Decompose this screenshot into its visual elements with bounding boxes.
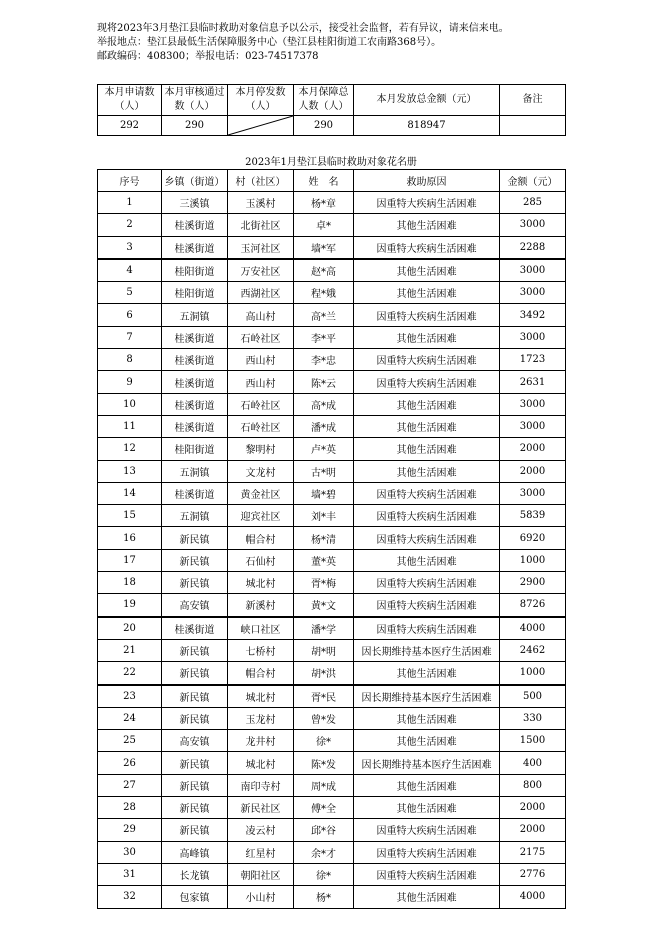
cell-reason: 因重特大疾病生活困难 — [354, 505, 500, 527]
cell-index: 14 — [98, 482, 162, 504]
cell-village: 西湖社区 — [228, 282, 294, 304]
cell-amount: 2631 — [500, 371, 566, 393]
cell-amount: 2000 — [500, 438, 566, 460]
table-row — [98, 393, 566, 415]
cell-village: 迎宾社区 — [228, 505, 294, 527]
cell-name: 李*忠 — [294, 349, 354, 371]
cell-amount: 1000 — [500, 549, 566, 571]
header-name: 姓 名 — [294, 170, 354, 192]
cell-name: 邱*谷 — [294, 819, 354, 841]
summary-header-remarks: 备注 — [500, 85, 566, 116]
cell-amount: 2000 — [500, 797, 566, 819]
table-row — [98, 549, 566, 571]
cell-reason: 其他生活困难 — [354, 886, 500, 908]
table-row — [98, 730, 566, 752]
cell-town: 新民镇 — [162, 572, 228, 594]
table-row — [98, 259, 566, 282]
table-row — [98, 505, 566, 527]
cell-name: 李*平 — [294, 326, 354, 348]
table-row — [98, 594, 566, 617]
cell-town: 新民镇 — [162, 549, 228, 571]
cell-reason: 其他生活困难 — [354, 662, 500, 685]
cell-town: 桂阳街道 — [162, 438, 228, 460]
table-row — [98, 415, 566, 437]
cell-name: 卢*英 — [294, 438, 354, 460]
cell-village: 龙井村 — [228, 730, 294, 752]
cell-name: 余*才 — [294, 841, 354, 863]
cell-amount: 3000 — [500, 415, 566, 437]
cell-name: 杨*章 — [294, 192, 354, 214]
cell-reason: 因重特大疾病生活困难 — [354, 192, 500, 214]
cell-reason: 因重特大疾病生活困难 — [354, 572, 500, 594]
cell-amount: 3000 — [500, 393, 566, 415]
summary-header-stopped: 本月停发数（人） — [228, 85, 294, 116]
cell-name: 杨* — [294, 886, 354, 908]
cell-index: 20 — [98, 617, 162, 640]
summary-header-applications: 本月申请数（人） — [98, 85, 162, 116]
cell-name: 董*英 — [294, 549, 354, 571]
cell-town: 桂溪街道 — [162, 236, 228, 259]
cell-village: 新溪村 — [228, 594, 294, 617]
cell-reason: 因重特大疾病生活困难 — [354, 527, 500, 549]
cell-reason: 其他生活困难 — [354, 797, 500, 819]
cell-reason: 其他生活困难 — [354, 460, 500, 482]
table-row — [98, 371, 566, 393]
cell-name: 胥*民 — [294, 685, 354, 708]
cell-village: 峡口社区 — [228, 617, 294, 640]
cell-amount: 6920 — [500, 527, 566, 549]
cell-reason: 因长期维持基本医疗生活困难 — [354, 639, 500, 661]
cell-name: 卓* — [294, 214, 354, 236]
cell-village: 石岭社区 — [228, 393, 294, 415]
cell-town: 桂阳街道 — [162, 282, 228, 304]
cell-town: 新民镇 — [162, 752, 228, 774]
cell-index: 1 — [98, 192, 162, 214]
table-row — [98, 886, 566, 908]
header-amount: 金额（元） — [500, 170, 566, 192]
cell-amount: 2000 — [500, 460, 566, 482]
cell-amount: 1500 — [500, 730, 566, 752]
cell-reason: 因重特大疾病生活困难 — [354, 349, 500, 371]
summary-remarks — [500, 116, 566, 136]
cell-name: 程*娥 — [294, 282, 354, 304]
cell-village: 帽合村 — [228, 662, 294, 685]
notice-text — [97, 22, 637, 64]
cell-name: 刘*丰 — [294, 505, 354, 527]
cell-reason: 因重特大疾病生活困难 — [354, 863, 500, 885]
summary-stopped-empty — [228, 116, 294, 136]
cell-index: 15 — [98, 505, 162, 527]
cell-amount: 400 — [500, 752, 566, 774]
notice-line-3: 邮政编码：408300；举报电话：023-74517378 — [97, 51, 319, 62]
cell-reason: 其他生活困难 — [354, 214, 500, 236]
cell-town: 新民镇 — [162, 527, 228, 549]
table-row — [98, 326, 566, 348]
cell-town: 高峰镇 — [162, 841, 228, 863]
table-row — [98, 214, 566, 236]
cell-index: 18 — [98, 572, 162, 594]
summary-header-row — [98, 85, 566, 116]
cell-village: 石岭社区 — [228, 415, 294, 437]
table-row — [98, 349, 566, 371]
cell-amount: 2462 — [500, 639, 566, 661]
cell-reason: 因重特大疾病生活困难 — [354, 594, 500, 617]
table-row — [98, 774, 566, 796]
cell-town: 三溪镇 — [162, 192, 228, 214]
cell-index: 6 — [98, 304, 162, 326]
cell-village: 凌云村 — [228, 819, 294, 841]
cell-village: 朝阳社区 — [228, 863, 294, 885]
cell-name: 傅*全 — [294, 797, 354, 819]
cell-index: 4 — [98, 259, 162, 282]
cell-reason: 因重特大疾病生活困难 — [354, 819, 500, 841]
diagonal-line — [228, 116, 293, 135]
cell-amount: 3000 — [500, 259, 566, 282]
table-row — [98, 236, 566, 259]
cell-index: 12 — [98, 438, 162, 460]
cell-village: 新民社区 — [228, 797, 294, 819]
cell-town: 桂溪街道 — [162, 326, 228, 348]
cell-village: 城北村 — [228, 752, 294, 774]
cell-name: 徐* — [294, 730, 354, 752]
cell-name: 高*成 — [294, 393, 354, 415]
cell-amount: 2776 — [500, 863, 566, 885]
header-town: 乡镇（街道） — [162, 170, 228, 192]
cell-index: 28 — [98, 797, 162, 819]
cell-town: 新民镇 — [162, 797, 228, 819]
cell-name: 墙*碧 — [294, 482, 354, 504]
cell-amount: 4000 — [500, 617, 566, 640]
cell-index: 24 — [98, 707, 162, 729]
table-row — [98, 662, 566, 685]
cell-index: 8 — [98, 349, 162, 371]
cell-amount: 4000 — [500, 886, 566, 908]
cell-village: 城北村 — [228, 572, 294, 594]
table-row — [98, 438, 566, 460]
summary-applications: 292 — [98, 116, 162, 136]
cell-name: 周*成 — [294, 774, 354, 796]
cell-village: 黄金社区 — [228, 482, 294, 504]
cell-town: 桂溪街道 — [162, 393, 228, 415]
cell-town: 桂溪街道 — [162, 415, 228, 437]
cell-name: 潘*学 — [294, 617, 354, 640]
table-row — [98, 685, 566, 708]
table-row — [98, 192, 566, 214]
table-row — [98, 617, 566, 640]
table-row — [98, 482, 566, 504]
summary-total-amount: 818947 — [354, 116, 500, 136]
cell-amount: 1000 — [500, 662, 566, 685]
cell-amount: 1723 — [500, 349, 566, 371]
summary-value-row — [98, 116, 566, 136]
cell-reason: 其他生活困难 — [354, 549, 500, 571]
cell-village: 石岭社区 — [228, 326, 294, 348]
cell-index: 31 — [98, 863, 162, 885]
cell-amount: 3000 — [500, 282, 566, 304]
cell-reason: 其他生活困难 — [354, 730, 500, 752]
cell-village: 西山村 — [228, 371, 294, 393]
notice-line-2: 举报地点：垫江县最低生活保障服务中心（垫江县桂阳街道工农南路368号）。 — [97, 37, 442, 48]
cell-index: 29 — [98, 819, 162, 841]
cell-name: 陈*云 — [294, 371, 354, 393]
cell-index: 21 — [98, 639, 162, 661]
table-row — [98, 639, 566, 661]
cell-name: 黄*文 — [294, 594, 354, 617]
table-row — [98, 752, 566, 774]
cell-village: 帽合村 — [228, 527, 294, 549]
cell-village: 玉河社区 — [228, 236, 294, 259]
cell-town: 五洞镇 — [162, 460, 228, 482]
summary-table — [97, 84, 566, 136]
cell-amount: 2900 — [500, 572, 566, 594]
cell-village: 南印寺村 — [228, 774, 294, 796]
cell-amount: 800 — [500, 774, 566, 796]
cell-reason: 其他生活困难 — [354, 259, 500, 282]
cell-name: 赵*高 — [294, 259, 354, 282]
cell-reason: 因长期维持基本医疗生活困难 — [354, 752, 500, 774]
table-row — [98, 282, 566, 304]
cell-name: 高*兰 — [294, 304, 354, 326]
cell-index: 27 — [98, 774, 162, 796]
cell-town: 桂溪街道 — [162, 214, 228, 236]
table-row — [98, 460, 566, 482]
table-row — [98, 863, 566, 885]
cell-town: 五洞镇 — [162, 304, 228, 326]
cell-reason: 其他生活困难 — [354, 438, 500, 460]
cell-village: 北街社区 — [228, 214, 294, 236]
cell-name: 杨*清 — [294, 527, 354, 549]
cell-village: 石仙村 — [228, 549, 294, 571]
table-row — [98, 304, 566, 326]
cell-town: 新民镇 — [162, 685, 228, 708]
cell-village: 小山村 — [228, 886, 294, 908]
cell-town: 新民镇 — [162, 639, 228, 661]
cell-amount: 285 — [500, 192, 566, 214]
cell-town: 新民镇 — [162, 662, 228, 685]
cell-index: 2 — [98, 214, 162, 236]
cell-reason: 因重特大疾病生活困难 — [354, 617, 500, 640]
header-reason: 救助原因 — [354, 170, 500, 192]
cell-reason: 因重特大疾病生活困难 — [354, 236, 500, 259]
table-row — [98, 797, 566, 819]
cell-index: 26 — [98, 752, 162, 774]
table-row — [98, 707, 566, 729]
cell-village: 玉龙村 — [228, 707, 294, 729]
cell-amount: 3000 — [500, 326, 566, 348]
roster-table — [97, 169, 566, 909]
cell-index: 30 — [98, 841, 162, 863]
cell-name: 陈*发 — [294, 752, 354, 774]
cell-town: 高安镇 — [162, 594, 228, 617]
cell-town: 桂溪街道 — [162, 349, 228, 371]
roster-body — [98, 192, 566, 909]
cell-name: 潘*成 — [294, 415, 354, 437]
cell-amount: 330 — [500, 707, 566, 729]
cell-index: 19 — [98, 594, 162, 617]
cell-index: 32 — [98, 886, 162, 908]
summary-header-total-amount: 本月发放总金额（元） — [354, 85, 500, 116]
notice-line-1: 现将2023年3月垫江县临时救助对象信息予以公示，接受社会监督，若有异议，请来信来电。 — [97, 23, 509, 34]
cell-town: 新民镇 — [162, 774, 228, 796]
roster-title: 2023年1月垫江县临时救助对象花名册 — [245, 157, 417, 168]
cell-village: 城北村 — [228, 685, 294, 708]
table-row — [98, 841, 566, 863]
cell-reason: 其他生活困难 — [354, 393, 500, 415]
cell-amount: 3000 — [500, 482, 566, 504]
cell-town: 高安镇 — [162, 730, 228, 752]
cell-amount: 2000 — [500, 819, 566, 841]
table-row — [98, 819, 566, 841]
summary-header-total-people: 本月保障总人数（人） — [294, 85, 354, 116]
cell-index: 22 — [98, 662, 162, 685]
cell-town: 新民镇 — [162, 707, 228, 729]
cell-village: 红星村 — [228, 841, 294, 863]
cell-town: 五洞镇 — [162, 505, 228, 527]
cell-name: 曾*发 — [294, 707, 354, 729]
cell-village: 万安社区 — [228, 259, 294, 282]
cell-name: 墙*军 — [294, 236, 354, 259]
cell-index: 23 — [98, 685, 162, 708]
cell-town: 包家镇 — [162, 886, 228, 908]
summary-total-people: 290 — [294, 116, 354, 136]
cell-reason: 因长期维持基本医疗生活困难 — [354, 685, 500, 708]
cell-amount: 3492 — [500, 304, 566, 326]
summary-header-approved: 本月审核通过数（人） — [162, 85, 228, 116]
header-village: 村（社区） — [228, 170, 294, 192]
cell-index: 7 — [98, 326, 162, 348]
cell-town: 新民镇 — [162, 819, 228, 841]
cell-index: 5 — [98, 282, 162, 304]
cell-town: 桂阳街道 — [162, 259, 228, 282]
header-index: 序号 — [98, 170, 162, 192]
cell-name: 古*明 — [294, 460, 354, 482]
table-row — [98, 572, 566, 594]
cell-amount: 500 — [500, 685, 566, 708]
cell-town: 桂溪街道 — [162, 371, 228, 393]
cell-town: 长龙镇 — [162, 863, 228, 885]
cell-village: 七桥村 — [228, 639, 294, 661]
cell-reason: 其他生活困难 — [354, 774, 500, 796]
cell-amount: 2175 — [500, 841, 566, 863]
cell-village: 文龙村 — [228, 460, 294, 482]
cell-reason: 因重特大疾病生活困难 — [354, 304, 500, 326]
cell-reason: 其他生活困难 — [354, 415, 500, 437]
cell-reason: 因重特大疾病生活困难 — [354, 482, 500, 504]
cell-reason: 其他生活困难 — [354, 282, 500, 304]
cell-amount: 2288 — [500, 236, 566, 259]
cell-town: 桂溪街道 — [162, 482, 228, 504]
cell-index: 17 — [98, 549, 162, 571]
summary-approved: 290 — [162, 116, 228, 136]
table-row — [98, 527, 566, 549]
cell-village: 玉溪村 — [228, 192, 294, 214]
cell-village: 黎明村 — [228, 438, 294, 460]
cell-index: 25 — [98, 730, 162, 752]
cell-index: 3 — [98, 236, 162, 259]
cell-town: 桂溪街道 — [162, 617, 228, 640]
cell-reason: 因重特大疾病生活困难 — [354, 371, 500, 393]
cell-index: 16 — [98, 527, 162, 549]
cell-amount: 3000 — [500, 214, 566, 236]
cell-index: 11 — [98, 415, 162, 437]
cell-amount: 8726 — [500, 594, 566, 617]
cell-index: 9 — [98, 371, 162, 393]
cell-name: 胥*梅 — [294, 572, 354, 594]
cell-name: 胡*洪 — [294, 662, 354, 685]
cell-reason: 其他生活困难 — [354, 326, 500, 348]
cell-index: 10 — [98, 393, 162, 415]
cell-name: 胡*明 — [294, 639, 354, 661]
cell-amount: 5839 — [500, 505, 566, 527]
roster-header-row — [98, 170, 566, 192]
cell-reason: 因重特大疾病生活困难 — [354, 841, 500, 863]
cell-reason: 其他生活困难 — [354, 707, 500, 729]
cell-name: 徐* — [294, 863, 354, 885]
cell-index: 13 — [98, 460, 162, 482]
cell-village: 高山村 — [228, 304, 294, 326]
cell-village: 西山村 — [228, 349, 294, 371]
